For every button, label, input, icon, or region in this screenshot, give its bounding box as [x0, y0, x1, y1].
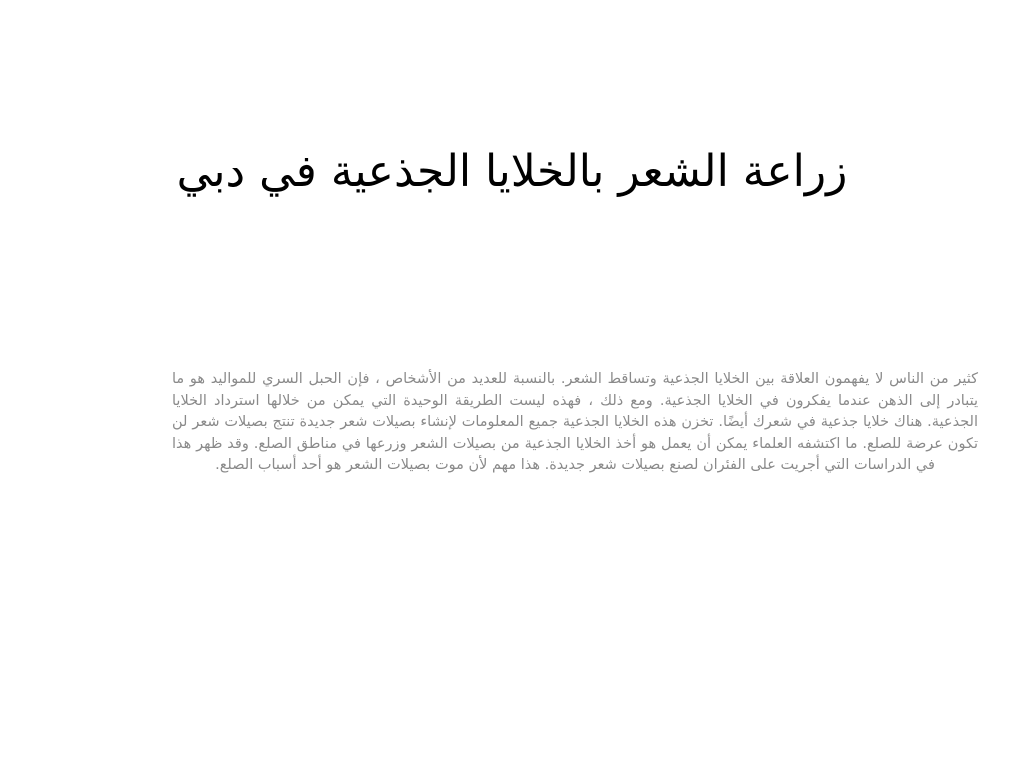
slide-body-text: كثير من الناس لا يفهمون العلاقة بين الخلايا الجذعية وتساقط الشعر. بالنسبة للعديد من الأشخاص ، فإن الحبل السري للمواليد هو ما يتبادر إلى الذهن عندما يفكرون في الخلايا الجذعية. ومع ذلك ، فهذه ليست الطريقة الوحيدة التي يمكن من خلالها استرداد الخلايا الجذعية. هناك خلايا جذعية في شعرك أيضًا. تخزن هذه الخلايا الجذعية جميع المعلومات لإنشاء بصيلات شعر جديدة تنتج بصيلات شعر لن تكون عرضة للصلع. ما اكتشفه العلماء يمكن أن يعمل هو أخذ الخلايا الجذعية من بصيلات الشعر وزرعها في مناطق الصلع. وقد ظهر هذا في الدراسات التي أجريت على الفئران لصنع بصيلات شعر جديدة. هذا مهم لأن موت بصيلات الشعر هو أحد أسباب الصلع. [172, 371, 978, 473]
slide-title: زراعة الشعر بالخلايا الجذعية في دبي [176, 146, 848, 197]
